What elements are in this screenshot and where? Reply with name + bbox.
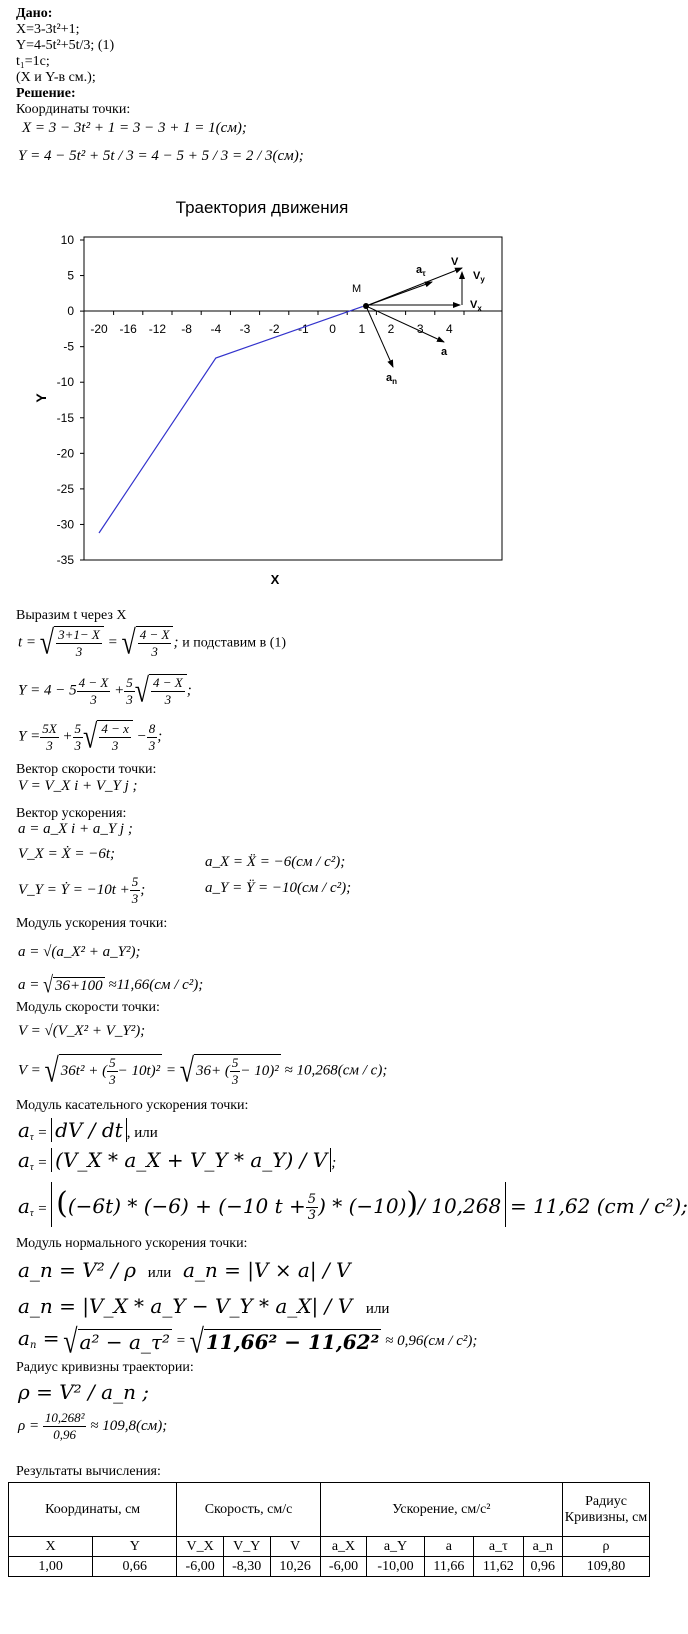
y-substitution-2: Y = $\frac{5X}{3}$ + $\frac{5}{3}$ √ $\frac{4 - x}{3}$ − $\frac{8}{3}$ ; <box>18 717 163 756</box>
group-acceleration: Ускорение, см/с² <box>320 1483 562 1537</box>
x-axis-label: X <box>270 572 280 587</box>
group-velocity: Скорость, см/с <box>177 1483 320 1537</box>
header-cell: ρ <box>563 1537 650 1557</box>
given-line-x: X=3-3t²+1; <box>16 22 80 37</box>
value-cell: 11,62 <box>474 1557 523 1577</box>
table-header-row <box>9 1537 650 1557</box>
header-cell: V_Y <box>223 1537 270 1557</box>
value-cell: 10,26 <box>270 1557 320 1577</box>
tangential-accel-equation-1: $a_\tau$ = dV / dt , или <box>18 1118 158 1143</box>
a-label: a <box>441 346 448 358</box>
vy-equation: V_Y = Ẏ = −10t + $\frac{5}{3}$ ; <box>18 874 146 906</box>
value-cell: 109,80 <box>563 1557 650 1577</box>
y-tick-label: -5 <box>63 339 74 354</box>
accel-modulus-equation-1: a = √(a_X² + a_Y²); <box>18 944 141 960</box>
vx-label: $V_x$ <box>470 299 482 313</box>
x-tick-label: -3 <box>239 322 251 336</box>
tangential-accel-equation-3: $a_\tau = ((-6t) * (-6) + (-10$ t + $\frac{5}{3}$ ) * (−10))/ 10,268 = 11,62 (cm / c²); <box>18 1182 688 1227</box>
x-tick-label: 2 <box>387 322 395 336</box>
velocity-vector-label: Вектор скорости точки: <box>16 762 157 777</box>
value-cell: 1,00 <box>9 1557 93 1577</box>
normal-accel-equation-2: a_п = |V_X * a_Y − V_Y * a_X| / V или <box>18 1294 390 1318</box>
y-tick-label: 5 <box>67 268 74 283</box>
normal-accel-equation-3: $a_п$ = √ a² − a_τ² = √ 11,66² − 11,62² ≈ 0,96(см / c²); <box>18 1322 478 1360</box>
given-heading: Дано: <box>16 6 53 21</box>
x-tick-label: -8 <box>181 322 192 336</box>
y-tick-label: -20 <box>56 446 74 461</box>
y-axis-label: Y <box>33 393 49 403</box>
radius-label: Радиус кривизны траектории: <box>16 1360 194 1375</box>
y-tick-label: 0 <box>67 304 74 319</box>
value-cell: -6,00 <box>177 1557 224 1577</box>
an-label: $a_n$ <box>386 372 398 386</box>
y-coordinate-equation: Y = 4 − 5t² + 5t / 3 = 4 − 5 + 5 / 3 = 2 / 3(см); <box>18 148 304 164</box>
ay-equation: a_Y = Ÿ = −10(см / c²); <box>205 880 352 896</box>
express-label: Выразим t через X <box>16 608 127 623</box>
chart-title: Траектория движения <box>175 198 349 217</box>
vy-label: $V_y$ <box>473 270 485 284</box>
velocity-modulus-equation-2: V = √ 36t² + ( $\frac{5}{3}$ − 10t)² = √ 36+ ( $\frac{5}{3}$ − 10)² ≈ 10,268(см / c); <box>18 1051 388 1090</box>
point-m-label: M <box>352 283 362 295</box>
value-cell: 0,66 <box>93 1557 177 1577</box>
value-cell: 0,96 <box>523 1557 563 1577</box>
header-cell: X <box>9 1537 93 1557</box>
value-cell: -6,00 <box>320 1557 367 1577</box>
x-tick-label: 0 <box>329 322 336 336</box>
velocity-modulus-label: Модуль скорости точки: <box>16 1000 160 1015</box>
group-coordinates: Координаты, см <box>9 1483 177 1537</box>
given-line-t: t₁=1c; <box>16 54 50 69</box>
velocity-modulus-equation-1: V = √(V_X² + V_Y²); <box>18 1023 146 1039</box>
ax-equation: a_X = Ẍ = −6(см / c²); <box>205 854 346 870</box>
accel-modulus-equation-2: a = √ 36+100 ≈11,66(см / c²); <box>18 971 204 998</box>
solution-heading: Решение: <box>16 86 76 101</box>
normal-accel-equation-1: a_п = V² / ρ или a_п = |V × a| / V <box>18 1258 351 1282</box>
accel-vector-label: Вектор ускорения: <box>16 806 127 821</box>
given-line-y: Y=4-5t²+5t/3; (1) <box>16 38 115 53</box>
y-tick-label: -25 <box>56 481 74 496</box>
value-cell: -10,00 <box>367 1557 424 1577</box>
table-group-row <box>9 1483 650 1537</box>
vx-equation: V_X = Ẋ = −6t; <box>18 846 116 862</box>
coords-label: Координаты точки: <box>16 102 131 117</box>
value-cell: 11,66 <box>424 1557 473 1577</box>
v-label: V <box>451 256 459 268</box>
velocity-vector-equation: V = V_X i + V_Y j ; <box>18 778 138 794</box>
x-tick-label: 1 <box>358 322 366 336</box>
group-radius: Радиус Кривизны, см <box>563 1483 650 1537</box>
x-tick-label: -16 <box>119 322 137 336</box>
x-tick-label: -1 <box>298 322 309 336</box>
y-tick-label: 10 <box>60 233 74 247</box>
y-tick-label: -15 <box>56 410 74 425</box>
header-cell: V_X <box>177 1537 224 1557</box>
given-line-units: (X и Y-в см.); <box>16 70 96 85</box>
header-cell: a_Y <box>367 1537 424 1557</box>
table-row <box>9 1557 650 1577</box>
y-tick-label: -10 <box>56 375 74 390</box>
x-tick-label: -12 <box>148 322 167 336</box>
x-coordinate-equation: X = 3 − 3t² + 1 = 3 − 3 + 1 = 1(см); <box>22 120 247 136</box>
y-tick-label: -30 <box>56 517 74 532</box>
header-cell: a_τ <box>474 1537 523 1557</box>
x-tick-label: 3 <box>416 322 424 336</box>
value-cell: -8,30 <box>223 1557 270 1577</box>
x-tick-label: 4 <box>446 322 453 336</box>
accel-modulus-label: Модуль ускорения точки: <box>16 916 168 931</box>
header-cell: a_X <box>320 1537 367 1557</box>
normal-accel-label: Модуль нормального ускорения точки: <box>16 1236 248 1251</box>
header-cell: a_n <box>523 1537 563 1557</box>
t-equation: t = √ $\frac{3+1- X}{3}$ = √ $\frac{4 - X}{3}$ ; и подставим в (1) <box>18 623 287 662</box>
x-tick-label: -4 <box>210 322 222 336</box>
tangential-accel-label: Модуль касательного ускорения точки: <box>16 1098 249 1113</box>
header-cell: Y <box>93 1537 177 1557</box>
results-table <box>8 1482 650 1577</box>
x-tick-label: -2 <box>268 322 280 336</box>
trajectory-chart <box>0 190 656 610</box>
y-tick-label: -35 <box>56 553 74 567</box>
x-tick-label: -20 <box>90 322 108 336</box>
tangential-accel-equation-2: $a_\tau$ = (V_X * a_X + V_Y * a_Y) / V ; <box>18 1148 337 1173</box>
results-label: Результаты вычисления: <box>16 1464 161 1479</box>
at-label: $a_\tau$ <box>416 264 426 278</box>
header-cell: a <box>424 1537 473 1557</box>
y-substitution-1: Y = 4 − 5 $\frac{4 - X}{3}$ + $\frac{5}{3}$ √ $\frac{4 - X}{3}$ ; <box>18 671 192 710</box>
radius-equation-2: ρ = $\frac{\text{10,268²}}{0,96}$ ≈ 109,8(см); <box>18 1410 168 1442</box>
accel-vector-equation: a = a_X i + a_Y j ; <box>18 821 133 837</box>
plot-area <box>84 237 502 560</box>
radius-equation-1: ρ = V² / a_п ; <box>18 1380 150 1404</box>
header-cell: V <box>270 1537 320 1557</box>
